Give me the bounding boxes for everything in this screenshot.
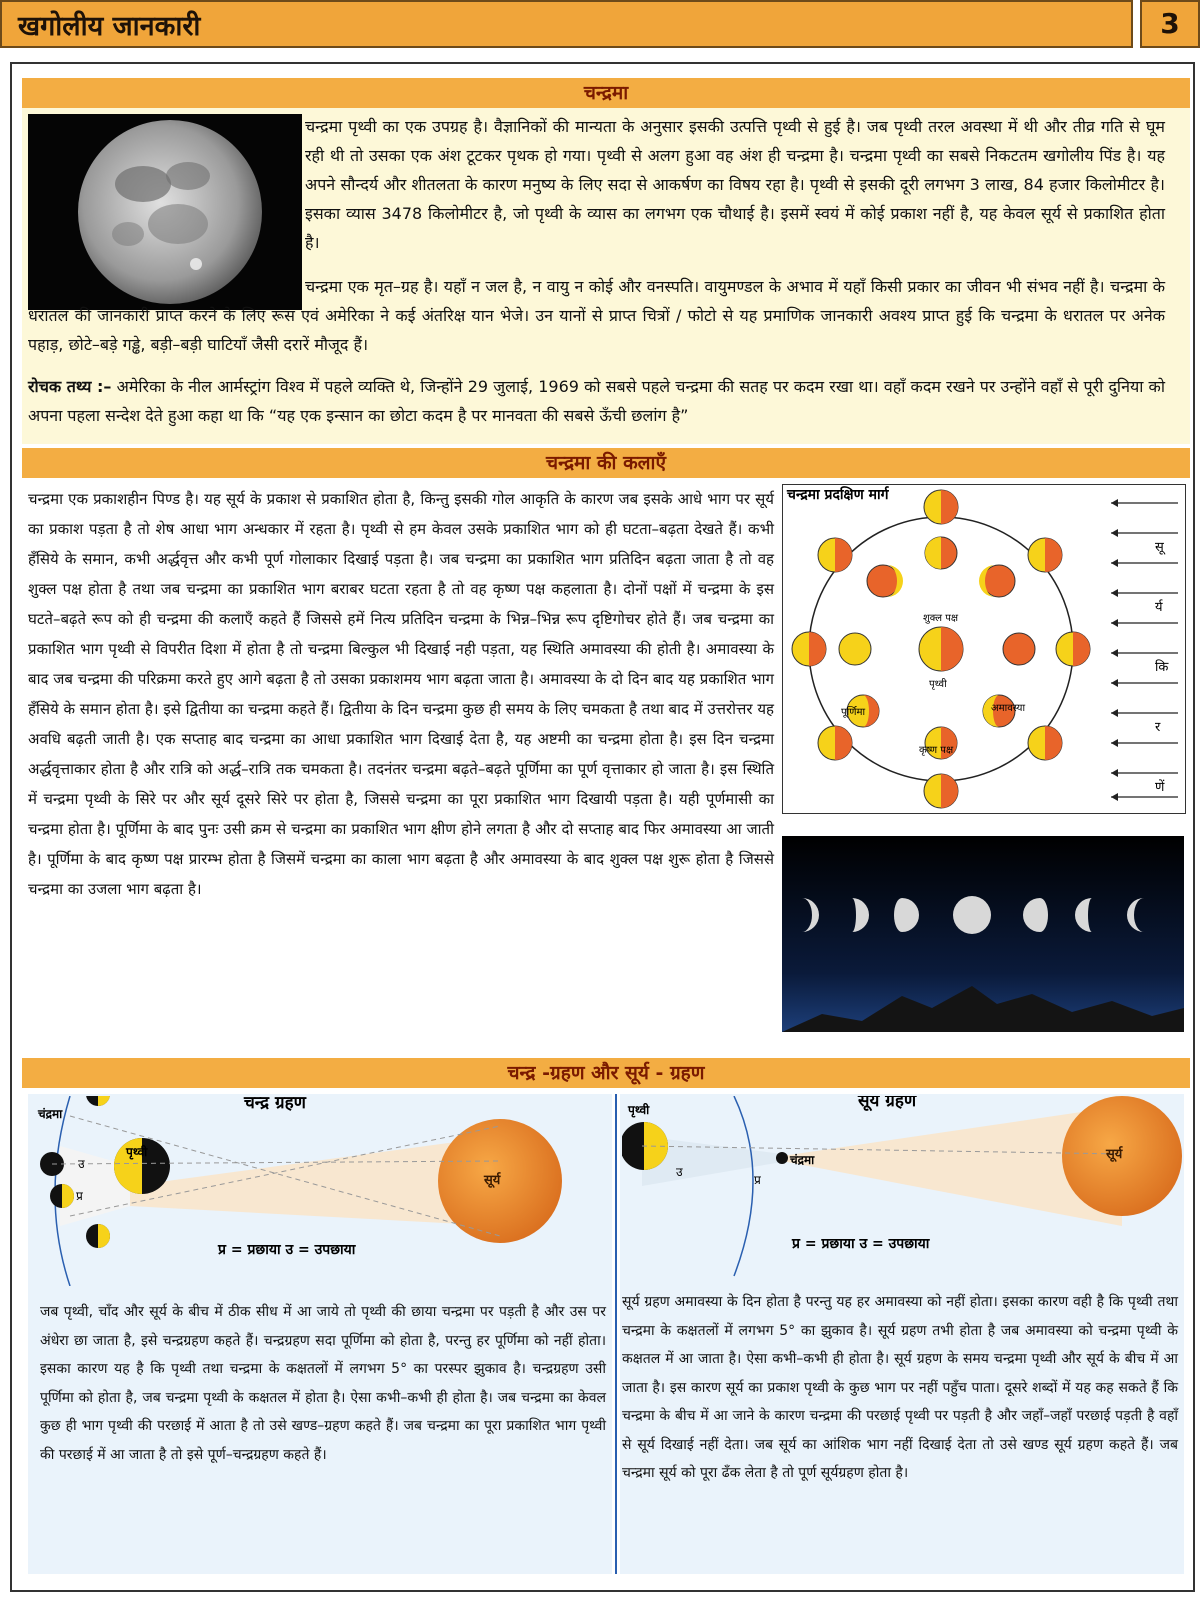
moon-paragraph-1: चन्द्रमा पृथ्वी का एक उपग्रह है। वैज्ञानिकों की मान्यता के अनुसार इसकी उत्पत्ति पृथ्वी से हुई है। जब पृथ्वी तरल अवस्था में थी और तीव्र गति से घूम रही थी तो उसका एक अंश टूटकर पृथक हो गया। पृथ्वी से अलग हुआ वह अंश ही चन्द्रमा है। चन्द्रमा पृथ्वी का सबसे निकटतम खगोलीय पिंड है। यह अपने सौन्दर्य और शीतलता के कारण मनुष्य के लिए सदा से आकर्षण का विषय रहा है। पृथ्वी से इसकी दूरी लगभग 3 लाख, 84 हजार किलोमीटर है। इसका व्यास 3478 किलोमीटर है, जो पृथ्वी के व्यास का लगभग एक चौथाई है। इसमें स्वयं में कोई प्रकाश नहीं है, यह केवल सूर्य से प्रकाशित होता है। xyxy=(305,117,1165,252)
shukla-paksha-label: शुक्ल पक्ष xyxy=(923,613,959,624)
lunar-eclipse-svg xyxy=(30,1096,610,1286)
section-moon-title: चन्द्रमा xyxy=(22,78,1190,108)
lunar-eclipse-title: चन्द्र ग्रहण xyxy=(244,1096,306,1113)
solar-eclipse-title: सूर्य ग्रहण xyxy=(858,1096,917,1111)
moon-phases-image xyxy=(782,836,1184,1032)
solar-u-label: उ xyxy=(676,1165,683,1179)
moon-phases-photo xyxy=(782,836,1184,1032)
krishna-paksha-label: कृष्ण पक्ष xyxy=(919,745,954,756)
purnima-label: पूर्णिमा xyxy=(841,707,866,718)
phases-text: चन्द्रमा एक प्रकाशहीन पिण्ड है। यह सूर्य के प्रकाश से प्रकाशित होता है, किन्तु इसकी गोल आकृति के कारण जब इसके आधे भाग पर सूर्य का प्रकाश पड़ता है तो शेष आधा भाग अन्धकार में रहता है। पृथ्वी से हम केवल उसके प्रकाशित भाग को ही घटता–बढ़ता देखते हैं। कभी हँसिये के समान, कभी अर्द्धवृत्त और कभी पूर्ण गोलाकार दिखाई पड़ता है। जब चन्द्रमा का प्रकाशित भाग प्रतिदिन बढ़ता जाता है तो वह शुक्ल पक्ष होता है तथा जब चन्द्रमा का प्रकाशित भाग बराबर घटता रहता है तो वह कृष्ण पक्ष कहलाता है। दोनों पक्षों में चन्द्रमा के इस घटते–बढ़ते रूप को ही चन्द्रमा की कलाएँ कहते हैं जिससे हमें नित्य प्रतिदिन चन्द्रमा के भिन्न–भिन्न रूप दृष्टिगोचर होते हैं। जब चन्द्रमा का प्रकाशित भाग पृथ्वी से विपरीत दिशा में होता है तो चन्द्रमा बिल्कुल भी दिखाई नही पड़ता, यह स्थिति अमावस्या की होती है। अमावस्या के बाद जब चन्द्रमा की परिक्रमा करते हुए आगे बढ़ता है तो उसका प्रकाशमय भाग बढ़ता जाता है। अमावस्या के दो दिन बाद यह प्रकाशित भाग हँसिये के समान होता है। इसे द्वितीया का चन्द्रमा कहते हैं। द्वितीया के दिन चन्द्रमा कुछ ही समय के लिए चमकता है तथा बाद में उत्तरोत्तर यह अवधि बढ़ती जाती है। एक सप्ताह बाद चन्द्रमा का आधा प्रकाशित भाग दिखाई देता है, यह अष्टमी का चन्द्रमा होता है। इस दिन चन्द्रमा अर्द्धवृत्ताकार होता है और रात्रि को अर्द्ध–रात्रि तक चमकता है। तदनंतर चन्द्रमा बढ़ते–बढ़ते पूर्णिमा का पूर्ण वृत्ताकार हो जाता है। इस स्थिति में चन्द्रमा पृथ्वी के सिरे पर और सूर्य दूसरे सिरे पर होता है, जिससे चन्द्रमा का पूरा प्रकाशित भाग दिखायी पड़ता है। यही पूर्णमासी का चन्द्रमा होता है। पूर्णिमा के बाद पुनः उसी क्रम से चन्द्रमा का प्रकाशित भाग क्षीण होने लगता है और दो सप्ताह बाद फिर अमावस्या आ जाती है। पूर्णिमा के बाद कृष्ण पक्ष प्रारम्भ होता है जिसमें चन्द्रमा का काला भाग बढ़ता है और अमावस्या के बाद शुक्ल पक्ष शुरू होता है जिससे चन्द्रमा का उजला भाग बढ़ता है। xyxy=(28,490,774,898)
fact-text: अमेरिका के नील आर्मस्ट्रांग विश्व में पहले व्यक्ति थे, जिन्होंने 29 जुलाई, 1969 को सबसे पहले चन्द्रमा की सतह पर कदम रखा था। वहाँ कदम रखने पर उन्होंने वहाँ से पूरी दुनिया को अपना पहला सन्देश देते हुआ कहा था कि “यह एक इन्सान का छोटा कदम है पर मानवता की सबसे ऊँची छलांग है” xyxy=(28,377,1165,425)
lunar-pr-label: प्र xyxy=(76,1189,83,1203)
eclipse-divider xyxy=(615,1094,617,1574)
section-eclipse-title: चन्द्र -ग्रहण और सूर्य - ग्रहण xyxy=(22,1058,1190,1088)
moon-orbit-diagram xyxy=(782,484,1186,814)
solar-legend: प्र = प्रछाया उ = उपछाया xyxy=(792,1236,930,1252)
fact-label: रोचक तथ्य :– xyxy=(28,377,112,396)
moon-paragraph-2: चन्द्रमा एक मृत–ग्रह है। यहाँ न जल है, न वायु न कोई और वनस्पति। वायुमण्डल के अभाव में यहाँ किसी प्रकार का जीवन भी संभव नहीं है। चन्द्रमा के धरातल की जानकारी प्राप्त करने के लिए रूस एवं अमेरिका ने कई अंतरिक्ष यान भेजे। उन यानों से प्राप्त चित्रों / फोटो से यह प्रमाणिक जानकारी अवश्य प्राप्त हुई कि चन्द्रमा के धरातल पर अनेक पहाड़, छोटे–बड़े गड्ढे, बड़ी–बड़ी घाटियाँ जैसी दरारें मौजूद हैं। xyxy=(28,277,1165,354)
page-number: 3 xyxy=(1140,0,1200,48)
sun-letter-2: र्य xyxy=(1155,600,1163,615)
amavasya-label: अमावस्या xyxy=(991,703,1026,714)
lunar-u-label: उ xyxy=(78,1157,85,1171)
lunar-eclipse-text: जब पृथ्वी, चाँद और सूर्य के बीच में ठीक सीध में आ जाये तो पृथ्वी की छाया चन्द्रमा पर पड़ती है और उस पर अंधेरा छा जाता है, इसे चन्द्रग्रहण कहते हैं। चन्द्रग्रहण सदा पूर्णिमा को होता है, परन्तु हर पूर्णिमा को नहीं होता। इसका कारण यह है कि पृथ्वी तथा चन्द्रमा के कक्षतलों में लगभग 5° का परस्पर झुकाव है। चन्द्रग्रहण उसी पूर्णिमा को होता है, जब चन्द्रमा पृथ्वी के कक्षतल में होता है। ऐसा कभी–कभी ही होता है। जब चन्द्रमा का केवल कुछ ही भाग पृथ्वी की परछाई में आता है तो उसे खण्ड–ग्रहण कहते हैं। जब चन्द्रमा का पूरा प्रकाशित भाग पृथ्वी की परछाई में आ जाता है तो इसे पूर्ण–चन्द्रग्रहण कहते हैं। xyxy=(40,1304,606,1463)
orbit-diagram-svg xyxy=(783,485,1185,813)
lunar-sun-label: सूर्य xyxy=(484,1173,501,1188)
lunar-legend: प्र = प्रछाया उ = उपछाया xyxy=(218,1242,356,1258)
lunar-moon-label: चंद्रमा xyxy=(38,1107,63,1121)
section-phases-title: चन्द्रमा की कलाएँ xyxy=(22,448,1190,478)
sun-letter-4: र xyxy=(1155,720,1161,735)
sun-ray-heads xyxy=(1111,499,1118,801)
solar-earth-label: पृथ्वी xyxy=(628,1103,650,1117)
sun-ray-arrows xyxy=(1111,503,1178,797)
lunar-earth-label: पृथ्वी xyxy=(126,1145,148,1159)
sun-letter-3: कि xyxy=(1155,660,1169,675)
earth-symbol xyxy=(919,627,963,671)
solar-eclipse-diagram xyxy=(622,1096,1182,1286)
solar-eclipse-text: सूर्य ग्रहण अमावस्या के दिन होता है परन्तु यह हर अमावस्या को नहीं होता। इसका कारण वही है कि पृथ्वी तथा चन्द्रमा के कक्षतलों में लगभग 5° का झुकाव है। सूर्य ग्रहण तभी होता है जब अमावस्या को चन्द्रमा पृथ्वी के कक्षतल में आ जाता है। ऐसा कभी–कभी ही होता है। सूर्य ग्रहण के समय चन्द्रमा पृथ्वी और सूर्य के बीच में आ जाता है। इस कारण सूर्य का प्रकाश पृथ्वी के कुछ भाग पर नहीं पहुँच पाता। दूसरे शब्दों में यह कह सकते हैं कि चन्द्रमा के बीच में आ जाने के कारण चन्द्रमा की परछाई पृथ्वी पर पड़ती है और जहाँ–जहाँ परछाई पड़ती है वहाँ से सूर्य दिखाई नहीं देता। जब सूर्य का आंशिक भाग नहीं दिखाई देता तो उसे खण्ड सूर्य ग्रहण कहते हैं। जब चन्द्रमा सूर्य को पूरा ढँक लेता है तो पूर्ण सूर्यग्रहण होता है। xyxy=(622,1294,1178,1481)
solar-sun-label: सूर्य xyxy=(1106,1147,1123,1162)
solar-eclipse-svg xyxy=(622,1096,1182,1286)
sun-letter-5: णें xyxy=(1155,780,1165,795)
page-header-title: खगोलीय जानकारी xyxy=(18,11,201,42)
lunar-eclipse-diagram xyxy=(30,1096,610,1286)
earth-label: पृथ्वी xyxy=(929,679,947,690)
interesting-fact xyxy=(28,372,1165,434)
sun-letter-1: सू xyxy=(1155,540,1164,555)
solar-pr-label: प्र xyxy=(754,1173,761,1187)
solar-moon-label: चंद्रमा xyxy=(790,1153,815,1167)
orbit-diagram-title: चन्द्रमा प्रदक्षिण मार्ग xyxy=(787,487,889,503)
